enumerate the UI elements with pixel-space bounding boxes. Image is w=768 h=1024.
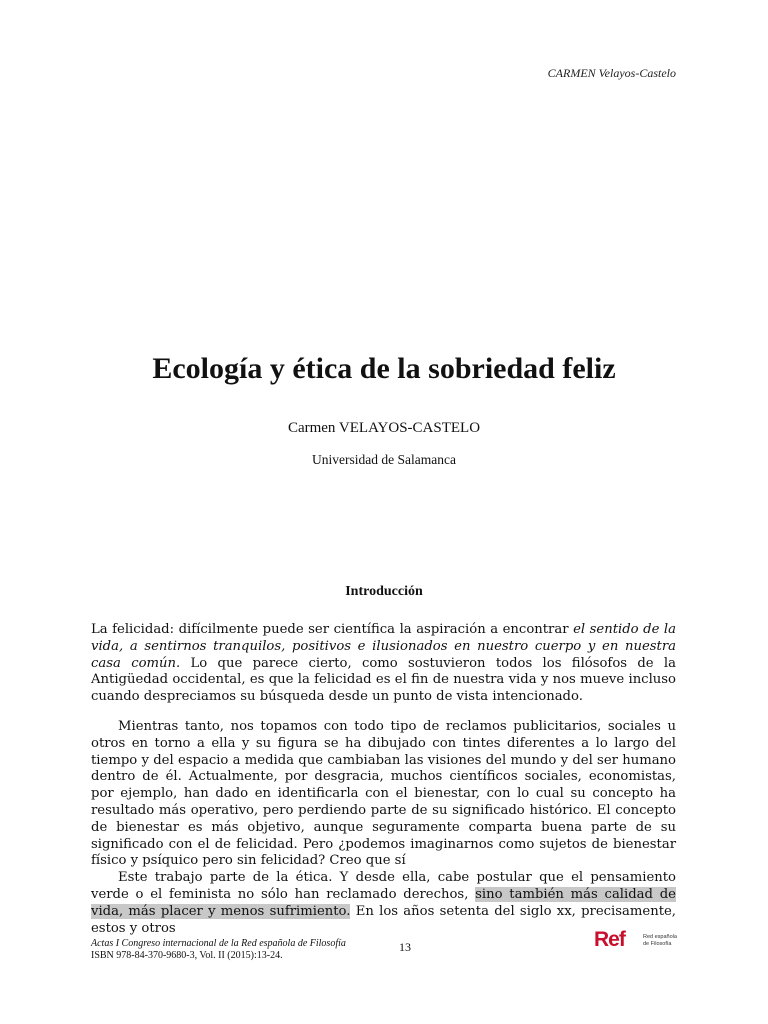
body-text [91, 622, 676, 937]
paragraph-3-text-a: Este trabajo parte de la ética. Y desde ella, cabe postular que el pensamiento verde o el feminista no sólo han reclamado derechos, [91, 870, 676, 902]
paragraph-2: Mientras tanto, nos topamos con todo tipo de reclamos publicitarios, sociales u otros en torno a ella y su figura se ha dibujado con tintes diferentes a lo largo del tiempo y del espacio a medida que cambiaban las visiones del mundo y del ser humano dentro de él. Actualmente, por desgracia, muchos científicos sociales, economistas, por ejemplo, han dado en identificarla con el bienestar, con lo cual su concepto ha resultado más operativo, pero perdiendo parte de su significado histórico. El concepto de bienestar es más objetivo, aunque seguramente comparta buena parte de su significado con el de felicidad. Pero ¿podemos imaginarnos como sujetos de bienestar físico y psíquico pero sin felicidad? Creo que sí [91, 718, 676, 869]
ref-logo-line-1: Red española [643, 934, 677, 940]
ref-logo-line-2: de Filosofía [643, 940, 672, 947]
article-title: Ecología y ética de la sobriedad feliz [152, 352, 616, 385]
author-name: Carmen VELAYOS-CASTELO [287, 420, 481, 436]
author-affiliation: Universidad de Salamanca [312, 452, 456, 467]
paragraph-3 [91, 870, 676, 937]
paragraph-1 [91, 622, 676, 706]
citation-isbn: ISBN 978-84-370-9680-3, Vol. II (2015):13-24. [91, 950, 283, 961]
ref-logo [594, 928, 684, 952]
ref-logo-text [643, 934, 677, 947]
paragraph-3-text-b: En los años setenta del siglo xx, precisamente, estos y otros [91, 903, 676, 936]
citation-proceedings: Actas I Congreso internacional de la Red española de Filosofía [91, 938, 346, 949]
paragraph-1-text-b: Lo que parece cierto, como sostuvieron todos los filósofos de la Antigüedad occidental, es que la felicidad es el fin de nuestra vida y nos mueve incluso cuando despreciamos su búsqueda desde un punto de vista intencionado. [91, 655, 676, 705]
section-heading: Introducción [345, 584, 423, 599]
running-head: CARMEN Velayos-Castelo [547, 66, 676, 80]
ref-logo-mark: Ref [594, 928, 625, 951]
paragraph-1-italic: el sentido de la vida, a sentirnos tranquilos, positivos e ilusionados en nuestro cuerpo y en nuestra casa común. [91, 622, 676, 671]
paragraph-1-text-a: La felicidad: difícilmente puede ser científica la aspiración a encontrar [91, 622, 574, 637]
footer-citation [91, 938, 346, 962]
page-number: 13 [399, 940, 411, 954]
highlighted-text[interactable]: sino también más calidad de vida, más placer y menos sufrimiento. [91, 886, 676, 919]
